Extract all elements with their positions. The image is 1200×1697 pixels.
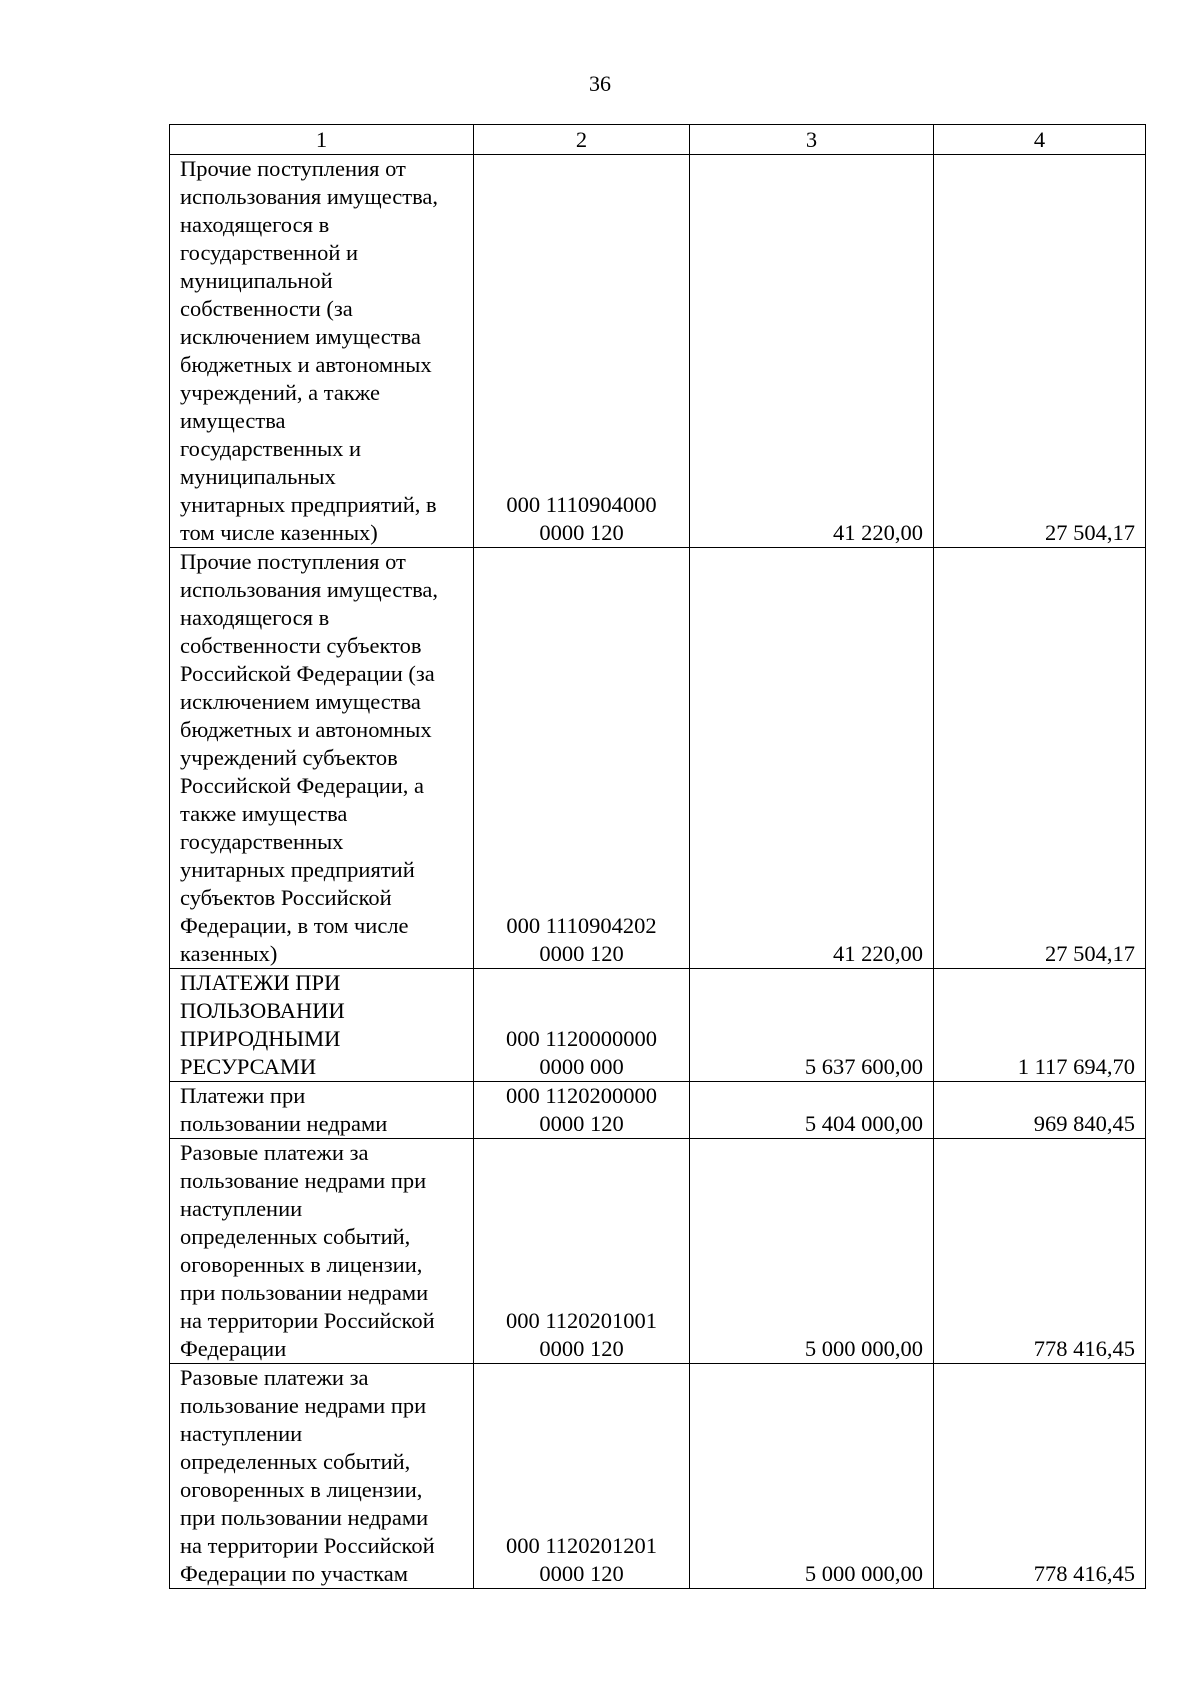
- row-code-cell: 000 1120000000 0000 000: [474, 969, 690, 1082]
- table-row: [170, 548, 1146, 969]
- row-name-cell: Платежи при пользовании недрами: [170, 1082, 474, 1139]
- row-col3-value: 41 220,00: [690, 155, 934, 548]
- table-row: [170, 1364, 1146, 1589]
- row-col4-value: 1 117 694,70: [934, 969, 1146, 1082]
- page-number: 36: [589, 71, 611, 96]
- row-code-cell: 000 1110904000 0000 120: [474, 155, 690, 548]
- row-col4-value: 778 416,45: [934, 1139, 1146, 1364]
- row-name-cell: Прочие поступления от использования имущества, находящегося в государственной и муниципальной собственности (за исключением имущества бюджетных и автономных учреждений, а также имущества государственных и муниципальных унитарных предприятий, в том числе казенных): [170, 155, 474, 548]
- row-name-cell: Разовые платежи за пользование недрами при наступлении определенных событий, оговоренных в лицензии, при пользовании недрами на территории Российской Федерации по участкам: [170, 1364, 474, 1589]
- row-col4-value: 778 416,45: [934, 1364, 1146, 1589]
- table-row: [170, 969, 1146, 1082]
- table-row: [170, 155, 1146, 548]
- header-col-4: 4: [934, 125, 1146, 155]
- header-row: [170, 125, 1146, 155]
- row-col3-value: 5 637 600,00: [690, 969, 934, 1082]
- row-name-cell: Прочие поступления от использования имущества, находящегося в собственности субъектов Российской Федерации (за исключением имущества бюджетных и автономных учреждений субъектов Российской Федерации, а также имущества государственных унитарных предприятий субъектов Российской Федерации, в том числе казенных): [170, 548, 474, 969]
- header-col-1: 1: [170, 125, 474, 155]
- budget-table: [169, 124, 1146, 1589]
- row-code-cell: 000 1120201001 0000 120: [474, 1139, 690, 1364]
- row-col4-value: 27 504,17: [934, 155, 1146, 548]
- table-body: [170, 155, 1146, 1589]
- row-col4-value: 27 504,17: [934, 548, 1146, 969]
- table-header: [170, 125, 1146, 155]
- row-col3-value: 5 000 000,00: [690, 1139, 934, 1364]
- header-col-2: 2: [474, 125, 690, 155]
- row-col4-value: 969 840,45: [934, 1082, 1146, 1139]
- table-row: [170, 1139, 1146, 1364]
- row-code-cell: 000 1120200000 0000 120: [474, 1082, 690, 1139]
- table-row: [170, 1082, 1146, 1139]
- row-name-cell: ПЛАТЕЖИ ПРИ ПОЛЬЗОВАНИИ ПРИРОДНЫМИ РЕСУРСАМИ: [170, 969, 474, 1082]
- row-col3-value: 5 404 000,00: [690, 1082, 934, 1139]
- row-col3-value: 5 000 000,00: [690, 1364, 934, 1589]
- row-code-cell: 000 1110904202 0000 120: [474, 548, 690, 969]
- row-col3-value: 41 220,00: [690, 548, 934, 969]
- row-code-cell: 000 1120201201 0000 120: [474, 1364, 690, 1589]
- row-name-cell: Разовые платежи за пользование недрами при наступлении определенных событий, оговоренных в лицензии, при пользовании недрами на территории Российской Федерации: [170, 1139, 474, 1364]
- header-col-3: 3: [690, 125, 934, 155]
